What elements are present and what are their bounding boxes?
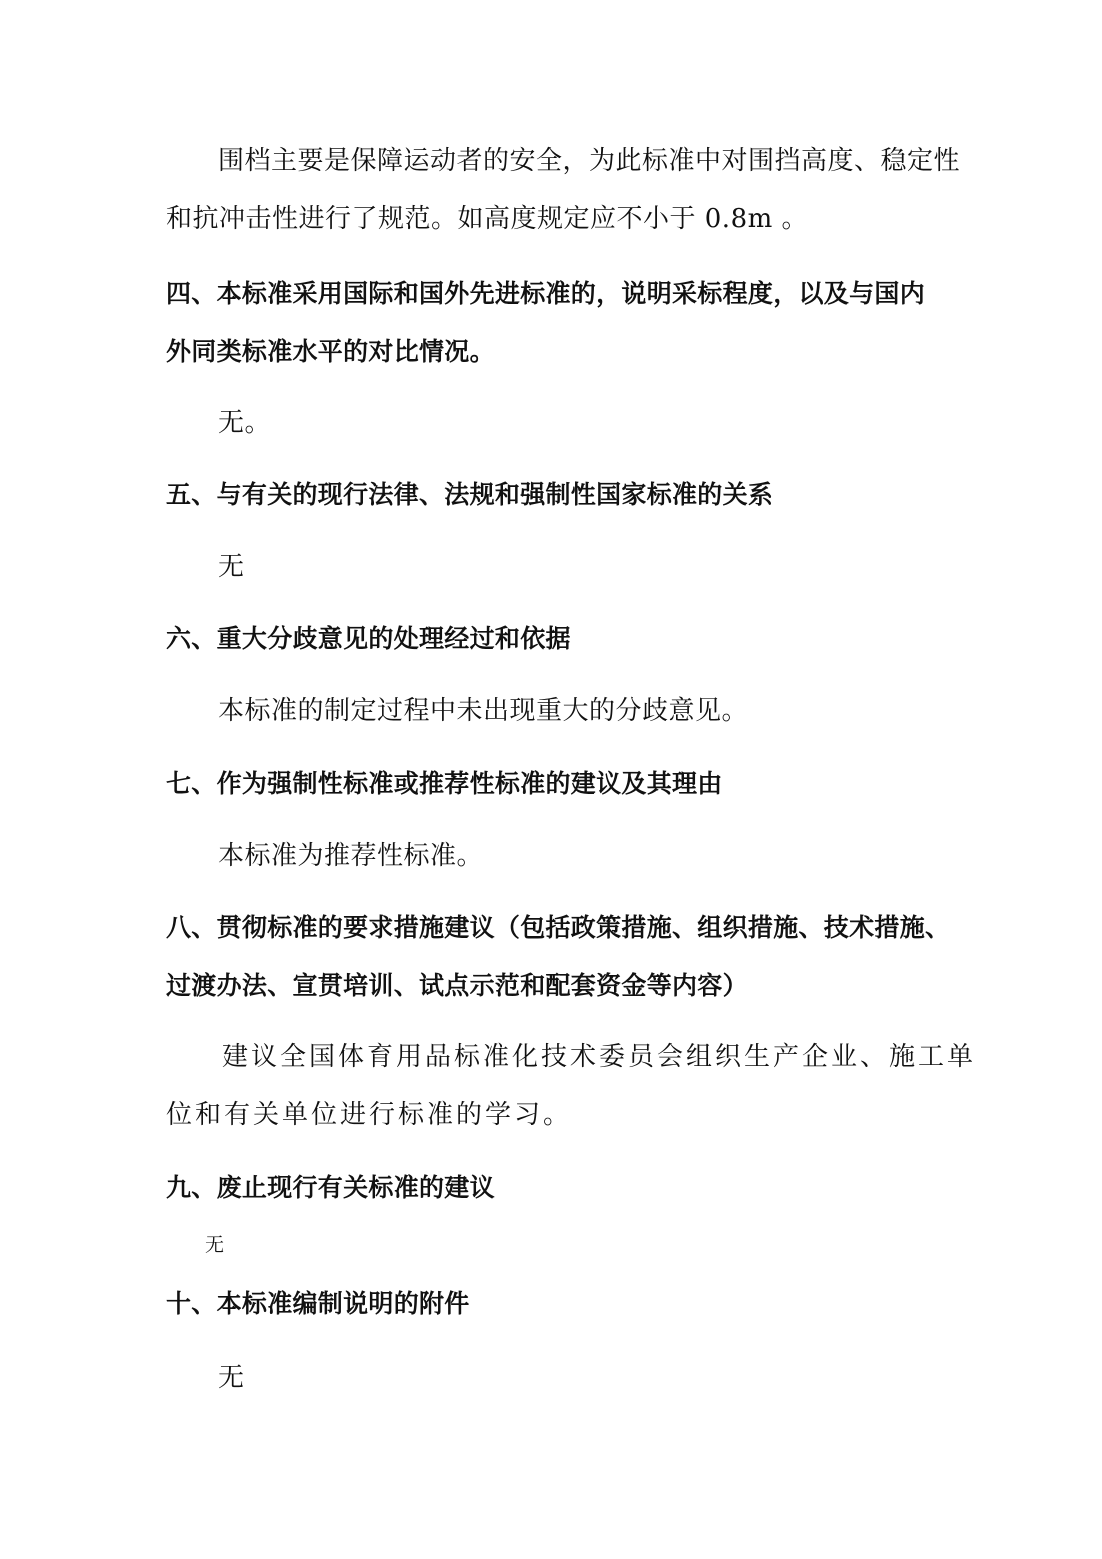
section-5-body: 无 [218, 552, 245, 582]
section-10-body: 无 [218, 1363, 245, 1393]
section-5-heading: 五、与有关的现行法律、法规和强制性国家标准的关系 [166, 480, 774, 509]
section-4-heading-line-2: 外同类标准水平的对比情况。 [166, 337, 495, 366]
section-4-heading-line-1: 四、本标准采用国际和国外先进标准的，说明采标程度，以及与国内 [166, 279, 926, 308]
section-7-heading: 七、作为强制性标准或推荐性标准的建议及其理由 [166, 769, 723, 798]
section-6-body: 本标准的制定过程中未出现重大的分歧意见。 [218, 696, 749, 726]
section-8-body-line-1: 建议全国体育用品标准化技术委员会组织生产企业、施工单 [222, 1042, 977, 1072]
section-8-heading-line-2: 过渡办法、宣贯培训、试点示范和配套资金等内容） [166, 971, 748, 1000]
paragraph-3-line-1: 围档主要是保障运动者的安全，为此标准中对围挡高度、稳定性 [218, 146, 961, 176]
section-9-heading: 九、废止现行有关标准的建议 [166, 1173, 495, 1202]
section-6-heading: 六、重大分歧意见的处理经过和依据 [166, 624, 571, 653]
section-4-body: 无。 [218, 408, 272, 438]
section-7-body: 本标准为推荐性标准。 [218, 841, 484, 871]
paragraph-3-line-2: 和抗冲击性进行了规范。如高度规定应不小于 0.8m 。 [166, 204, 809, 234]
section-8-body-line-2: 位和有关单位进行标准的学习。 [166, 1100, 573, 1130]
section-8-heading-line-1: 八、贯彻标准的要求措施建议（包括政策措施、组织措施、技术措施、 [166, 913, 951, 942]
section-9-body: 无 [205, 1234, 225, 1256]
section-10-heading: 十、本标准编制说明的附件 [166, 1289, 470, 1318]
